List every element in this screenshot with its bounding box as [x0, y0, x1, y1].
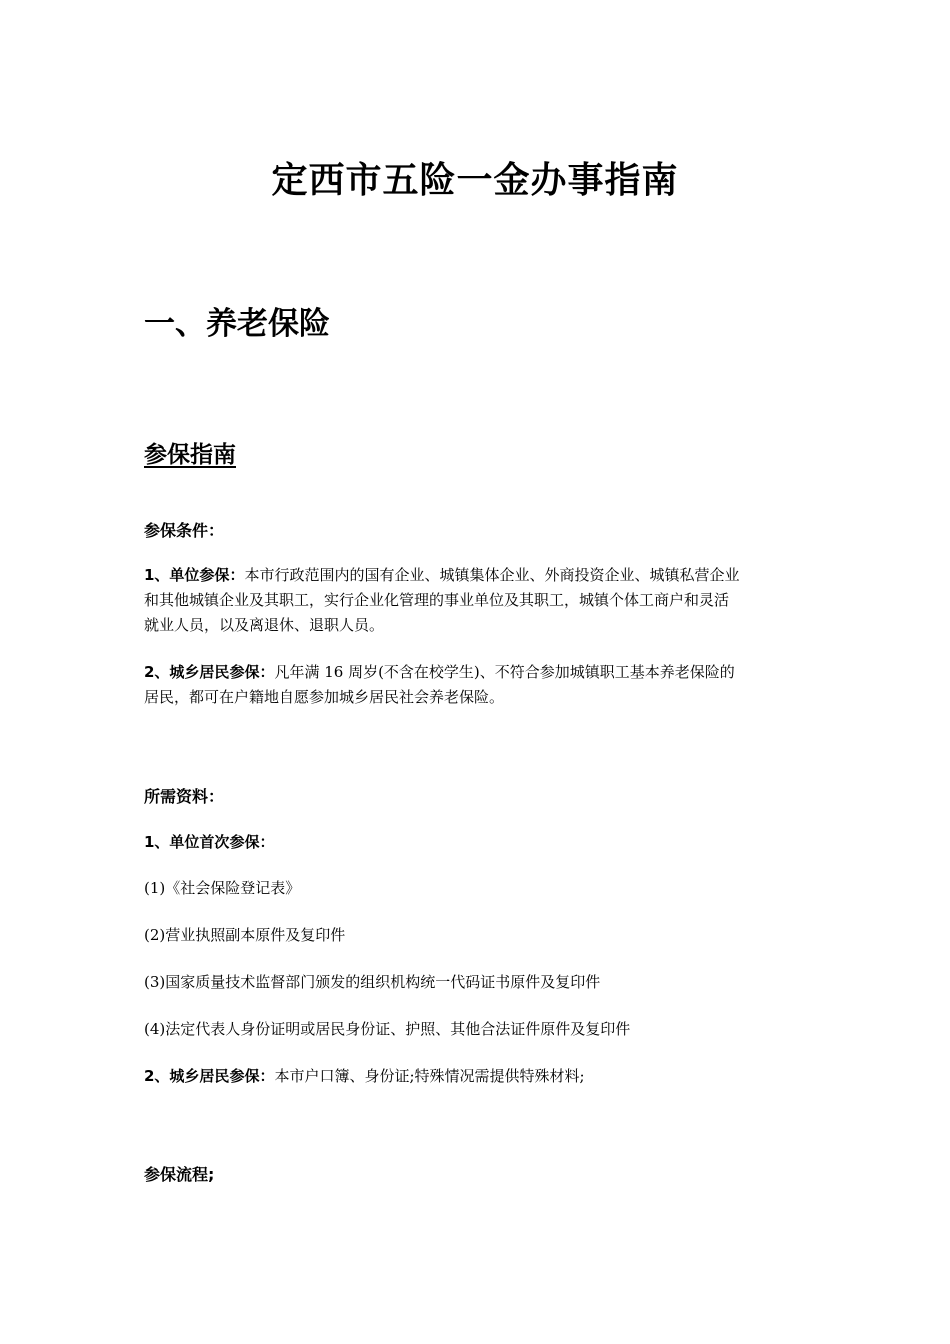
materials-unit-item-4: (4)法定代表人身份证明或居民身份证、护照、其他合法证件原件及复印件: [144, 1020, 631, 1038]
materials-resident-text: 本市户口簿、身份证;特殊情况需提供特殊材料;: [274, 1067, 585, 1085]
conditions-heading: 参保条件：: [144, 521, 225, 540]
materials-resident-item: [144, 1065, 585, 1087]
materials-unit-item-2: (2)营业执照副本原件及复印件: [144, 926, 346, 944]
condition-item-resident-text-l1: 凡年满 16 周岁(不含在校学生)、不符合参加城镇职工基本养老保险的: [274, 663, 735, 681]
materials-heading: 所需资料：: [144, 787, 225, 806]
condition-item-unit-text-l1: 本市行政范围内的国有企业、城镇集体企业、外商投资企业、城镇私营企业: [244, 566, 740, 584]
condition-item-resident: [144, 660, 812, 710]
materials-unit-item-1: (1)《社会保险登记表》: [144, 879, 301, 897]
condition-item-unit-text-l2: 和其他城镇企业及其职工，实行企业化管理的事业单位及其职工，城镇个体工商户和灵活: [144, 591, 730, 609]
condition-item-unit-label: 1、单位参保：: [144, 566, 245, 584]
subsection-title-enrollment-guide: 参保指南: [144, 442, 236, 468]
condition-item-unit: [144, 563, 812, 638]
document-title: 定西市五险一金办事指南: [271, 160, 679, 201]
condition-item-resident-text-l2: 居民，都可在户籍地自愿参加城乡居民社会养老保险。: [144, 688, 505, 706]
process-heading: 参保流程;: [144, 1165, 215, 1184]
materials-unit-item-3: (3)国家质量技术监督部门颁发的组织机构统一代码证书原件及复印件: [144, 973, 601, 991]
materials-resident-label: 2、城乡居民参保：: [144, 1067, 275, 1085]
condition-item-resident-label: 2、城乡居民参保：: [144, 663, 275, 681]
condition-item-unit-text-l3: 就业人员，以及离退休、退职人员。: [144, 616, 385, 634]
materials-unit-heading: 1、单位首次参保：: [144, 833, 275, 851]
section-title-pension-insurance: 一、养老保险: [144, 306, 330, 342]
